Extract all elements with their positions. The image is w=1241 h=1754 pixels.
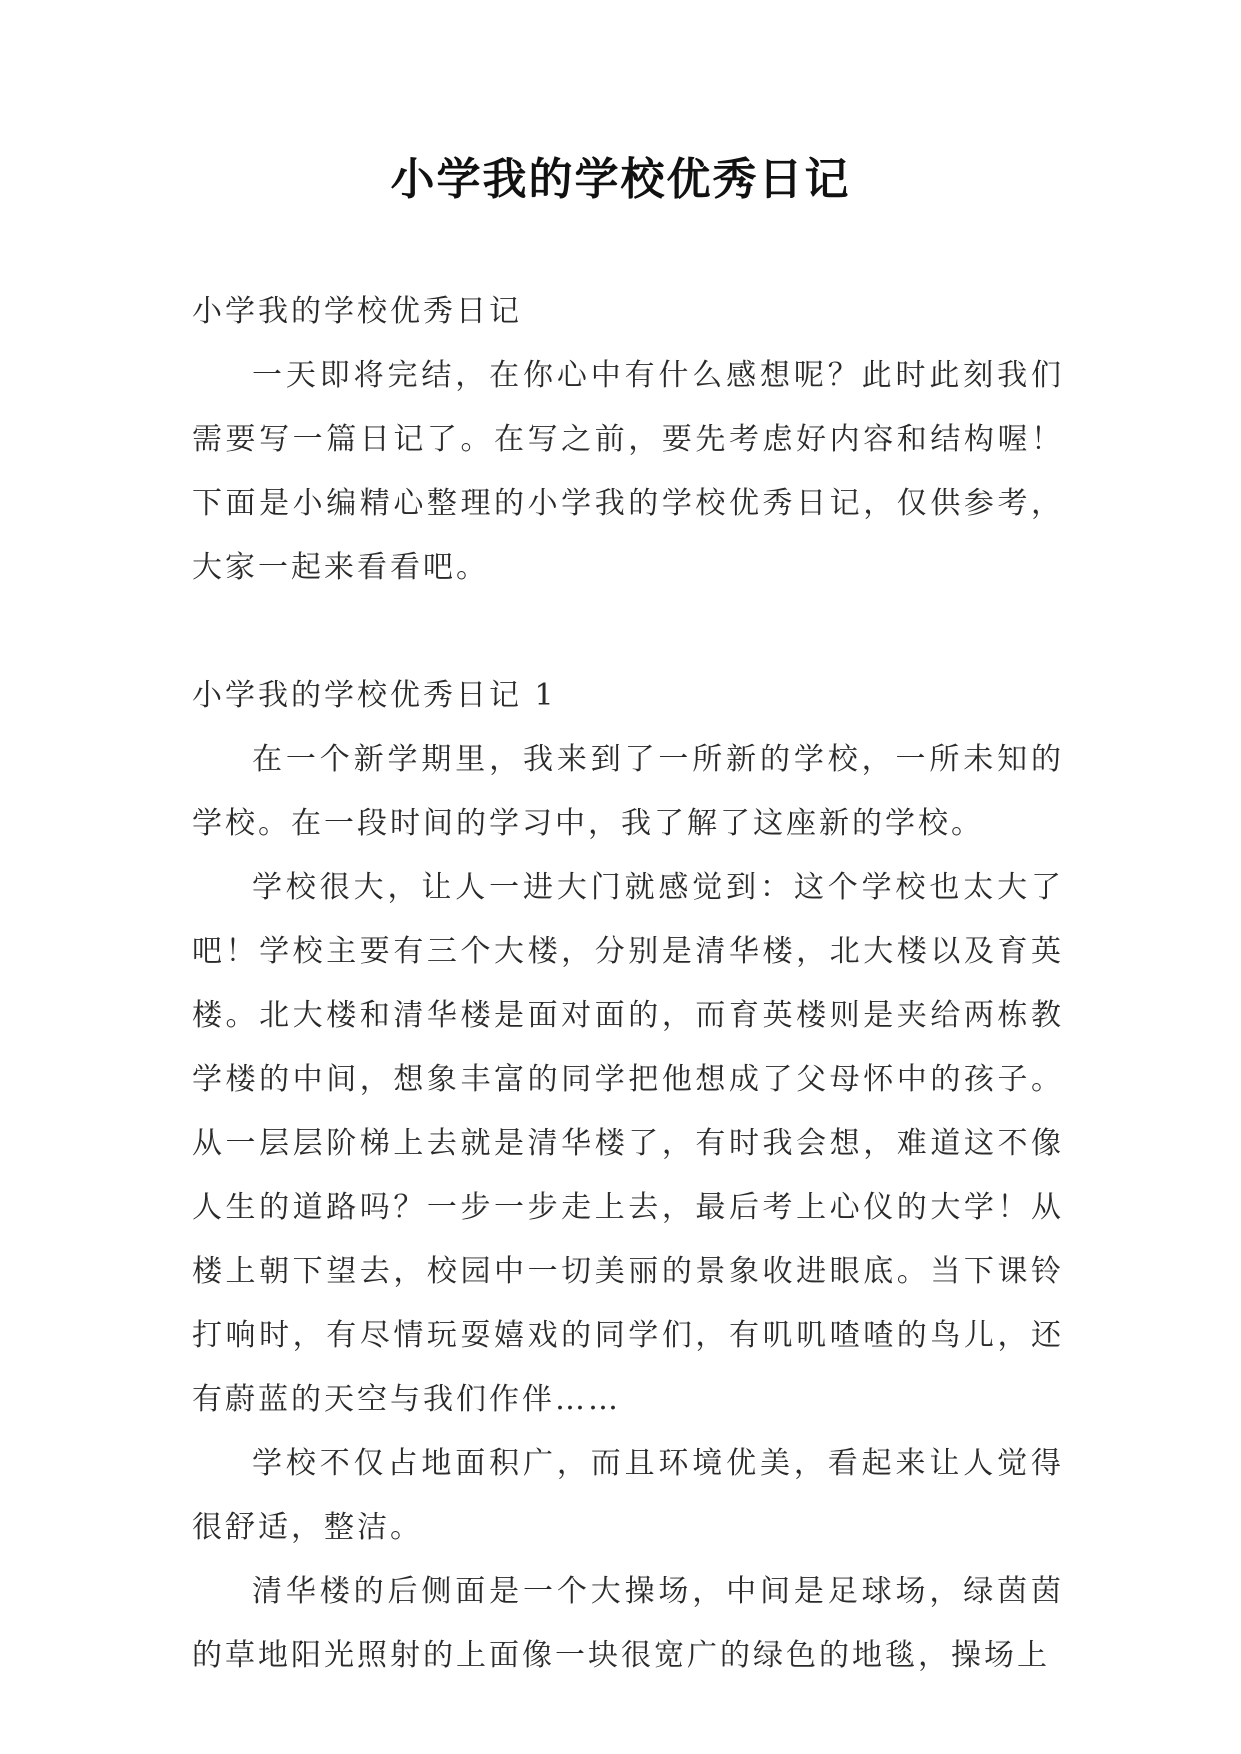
section-heading: 小学我的学校优秀日记 1: [192, 678, 557, 713]
body-paragraph: 学校很大，让人一进大门就感觉到：这个学校也太大了吧！学校主要有三个大楼，分别是清华楼，北大楼以及育英楼。北大楼和清华楼是面对面的，而育英楼则是夹给两栋教学楼的中间，想象丰富的同学把他想成了父母怀中的孩子。从一层层阶梯上去就是清华楼了，有时我会想，难道这不像人生的道路吗？一步一步走上去，最后考上心仪的大学！从楼上朝下望去，校园中一切美丽的景象收进眼底。当下课铃打响时，有尽情玩耍嬉戏的同学们，有叽叽喳喳的鸟儿，还有蔚蓝的天空与我们作伴……: [192, 870, 1064, 1417]
intro-paragraph: 一天即将完结，在你心中有什么感想呢？此时此刻我们需要写一篇日记了。在写之前，要先考虑好内容和结构喔！下面是小编精心整理的小学我的学校优秀日记，仅供参考，大家一起来看看吧。: [192, 358, 1064, 585]
intro-heading: 小学我的学校优秀日记: [192, 294, 522, 329]
body-paragraph: 学校不仅占地面积广，而且环境优美，看起来让人觉得很舒适，整洁。: [192, 1446, 1064, 1545]
document-body: [192, 280, 1064, 1688]
body-paragraph: 在一个新学期里，我来到了一所新的学校，一所未知的学校。在一段时间的学习中，我了解了这座新的学校。: [192, 742, 1064, 841]
body-paragraph: 清华楼的后侧面是一个大操场，中间是足球场，绿茵茵的草地阳光照射的上面像一块很宽广的绿色的地毯，操场上: [192, 1574, 1064, 1673]
document-title: 小学我的学校优秀日记: [390, 154, 851, 205]
